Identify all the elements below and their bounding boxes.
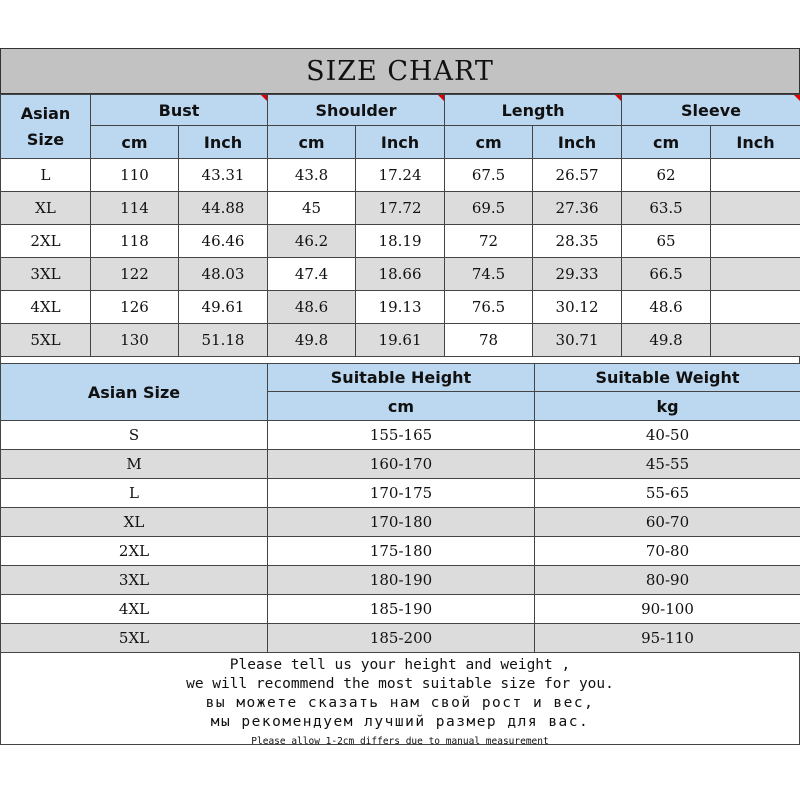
size-cell: 2XL [1,225,91,258]
height-cell: 170-175 [268,479,535,508]
height-cell: 170-180 [268,508,535,537]
table-row [1,159,800,192]
value-cell [711,159,800,192]
unit-cm: cm [622,126,711,159]
value-cell: 72 [445,225,533,258]
unit-inch: Inch [533,126,622,159]
sleeve-header: Sleeve [622,95,800,126]
weight-cell: 60-70 [535,508,800,537]
size-cell: XL [1,508,268,537]
value-cell: 30.12 [533,291,622,324]
value-cell: 30.71 [533,324,622,357]
size-header: Asian Size [1,95,91,159]
message-en-line1: Please tell us your height and weight , [229,657,571,673]
table-row [1,225,800,258]
value-cell: 122 [91,258,179,291]
weight-cell: 90-100 [535,595,800,624]
value-cell: 69.5 [445,192,533,225]
value-cell [711,192,800,225]
weight-cell: 40-50 [535,421,800,450]
table-row [1,479,800,508]
value-cell: 19.13 [356,291,445,324]
height-cell: 185-190 [268,595,535,624]
size-header: Asian Size [1,364,268,421]
value-cell [711,291,800,324]
weight-cell: 70-80 [535,537,800,566]
size-cell: L [1,159,91,192]
value-cell: 49.61 [179,291,268,324]
recommendation-table [0,363,800,653]
size-cell: 5XL [1,324,91,357]
value-cell: 26.57 [533,159,622,192]
table-row [1,624,800,653]
table-row [1,595,800,624]
table-row [1,258,800,291]
height-header: Suitable Height [268,364,535,392]
value-cell: 17.72 [356,192,445,225]
value-cell: 130 [91,324,179,357]
unit-inch: Inch [179,126,268,159]
value-cell: 17.24 [356,159,445,192]
value-cell: 47.4 [268,258,356,291]
table-row [1,450,800,479]
size-cell: M [1,450,268,479]
table-row [1,421,800,450]
size-cell: XL [1,192,91,225]
size-cell: 4XL [1,291,91,324]
size-cell: 2XL [1,537,268,566]
shoulder-header: Shoulder [268,95,445,126]
size-cell: 3XL [1,566,268,595]
size-cell: L [1,479,268,508]
value-cell: 66.5 [622,258,711,291]
value-cell: 114 [91,192,179,225]
value-cell: 49.8 [268,324,356,357]
unit-cm: cm [268,126,356,159]
height-cell: 160-170 [268,450,535,479]
size-chart [0,48,800,745]
weight-cell: 80-90 [535,566,800,595]
value-cell: 63.5 [622,192,711,225]
value-cell: 18.19 [356,225,445,258]
unit-cm: cm [91,126,179,159]
value-cell: 27.36 [533,192,622,225]
table-row [1,291,800,324]
value-cell [711,324,800,357]
height-cell: 155-165 [268,421,535,450]
message-en-line2: we will recommend the most suitable size for you. [186,676,614,692]
value-cell: 74.5 [445,258,533,291]
height-cell: 185-200 [268,624,535,653]
message-ru-line2: мы рекомендуем лучший размер для вас. [210,714,590,730]
measurement-table [0,94,800,357]
page-title: SIZE CHART [0,48,800,94]
value-cell: 44.88 [179,192,268,225]
value-cell: 118 [91,225,179,258]
height-cell: 180-190 [268,566,535,595]
value-cell: 126 [91,291,179,324]
value-cell: 18.66 [356,258,445,291]
size-cell: S [1,421,268,450]
value-cell [711,258,800,291]
length-header: Length [445,95,622,126]
weight-cell: 55-65 [535,479,800,508]
measurement-note: Please allow 1-2cm differs due to manual measurement [251,736,549,747]
recommendation-message [0,653,800,745]
size-cell: 5XL [1,624,268,653]
value-cell: 76.5 [445,291,533,324]
table-row [1,324,800,357]
value-cell: 65 [622,225,711,258]
height-unit: cm [268,392,535,421]
weight-header: Suitable Weight [535,364,800,392]
value-cell: 29.33 [533,258,622,291]
size-cell: 3XL [1,258,91,291]
value-cell: 48.03 [179,258,268,291]
value-cell: 46.2 [268,225,356,258]
value-cell: 46.46 [179,225,268,258]
value-cell: 49.8 [622,324,711,357]
height-cell: 175-180 [268,537,535,566]
unit-cm: cm [445,126,533,159]
table-row [1,192,800,225]
weight-unit: kg [535,392,800,421]
size-cell: 4XL [1,595,268,624]
unit-inch: Inch [356,126,445,159]
value-cell: 43.31 [179,159,268,192]
value-cell: 48.6 [268,291,356,324]
message-ru-line1: вы можете сказать нам свой рост и вес, [205,695,595,711]
value-cell: 48.6 [622,291,711,324]
value-cell: 43.8 [268,159,356,192]
value-cell: 78 [445,324,533,357]
weight-cell: 45-55 [535,450,800,479]
bust-header: Bust [91,95,268,126]
table-row [1,508,800,537]
value-cell: 67.5 [445,159,533,192]
weight-cell: 95-110 [535,624,800,653]
value-cell: 62 [622,159,711,192]
value-cell: 110 [91,159,179,192]
unit-inch: Inch [711,126,800,159]
value-cell: 45 [268,192,356,225]
value-cell: 19.61 [356,324,445,357]
table-row [1,537,800,566]
table-row [1,566,800,595]
value-cell: 51.18 [179,324,268,357]
value-cell: 28.35 [533,225,622,258]
value-cell [711,225,800,258]
